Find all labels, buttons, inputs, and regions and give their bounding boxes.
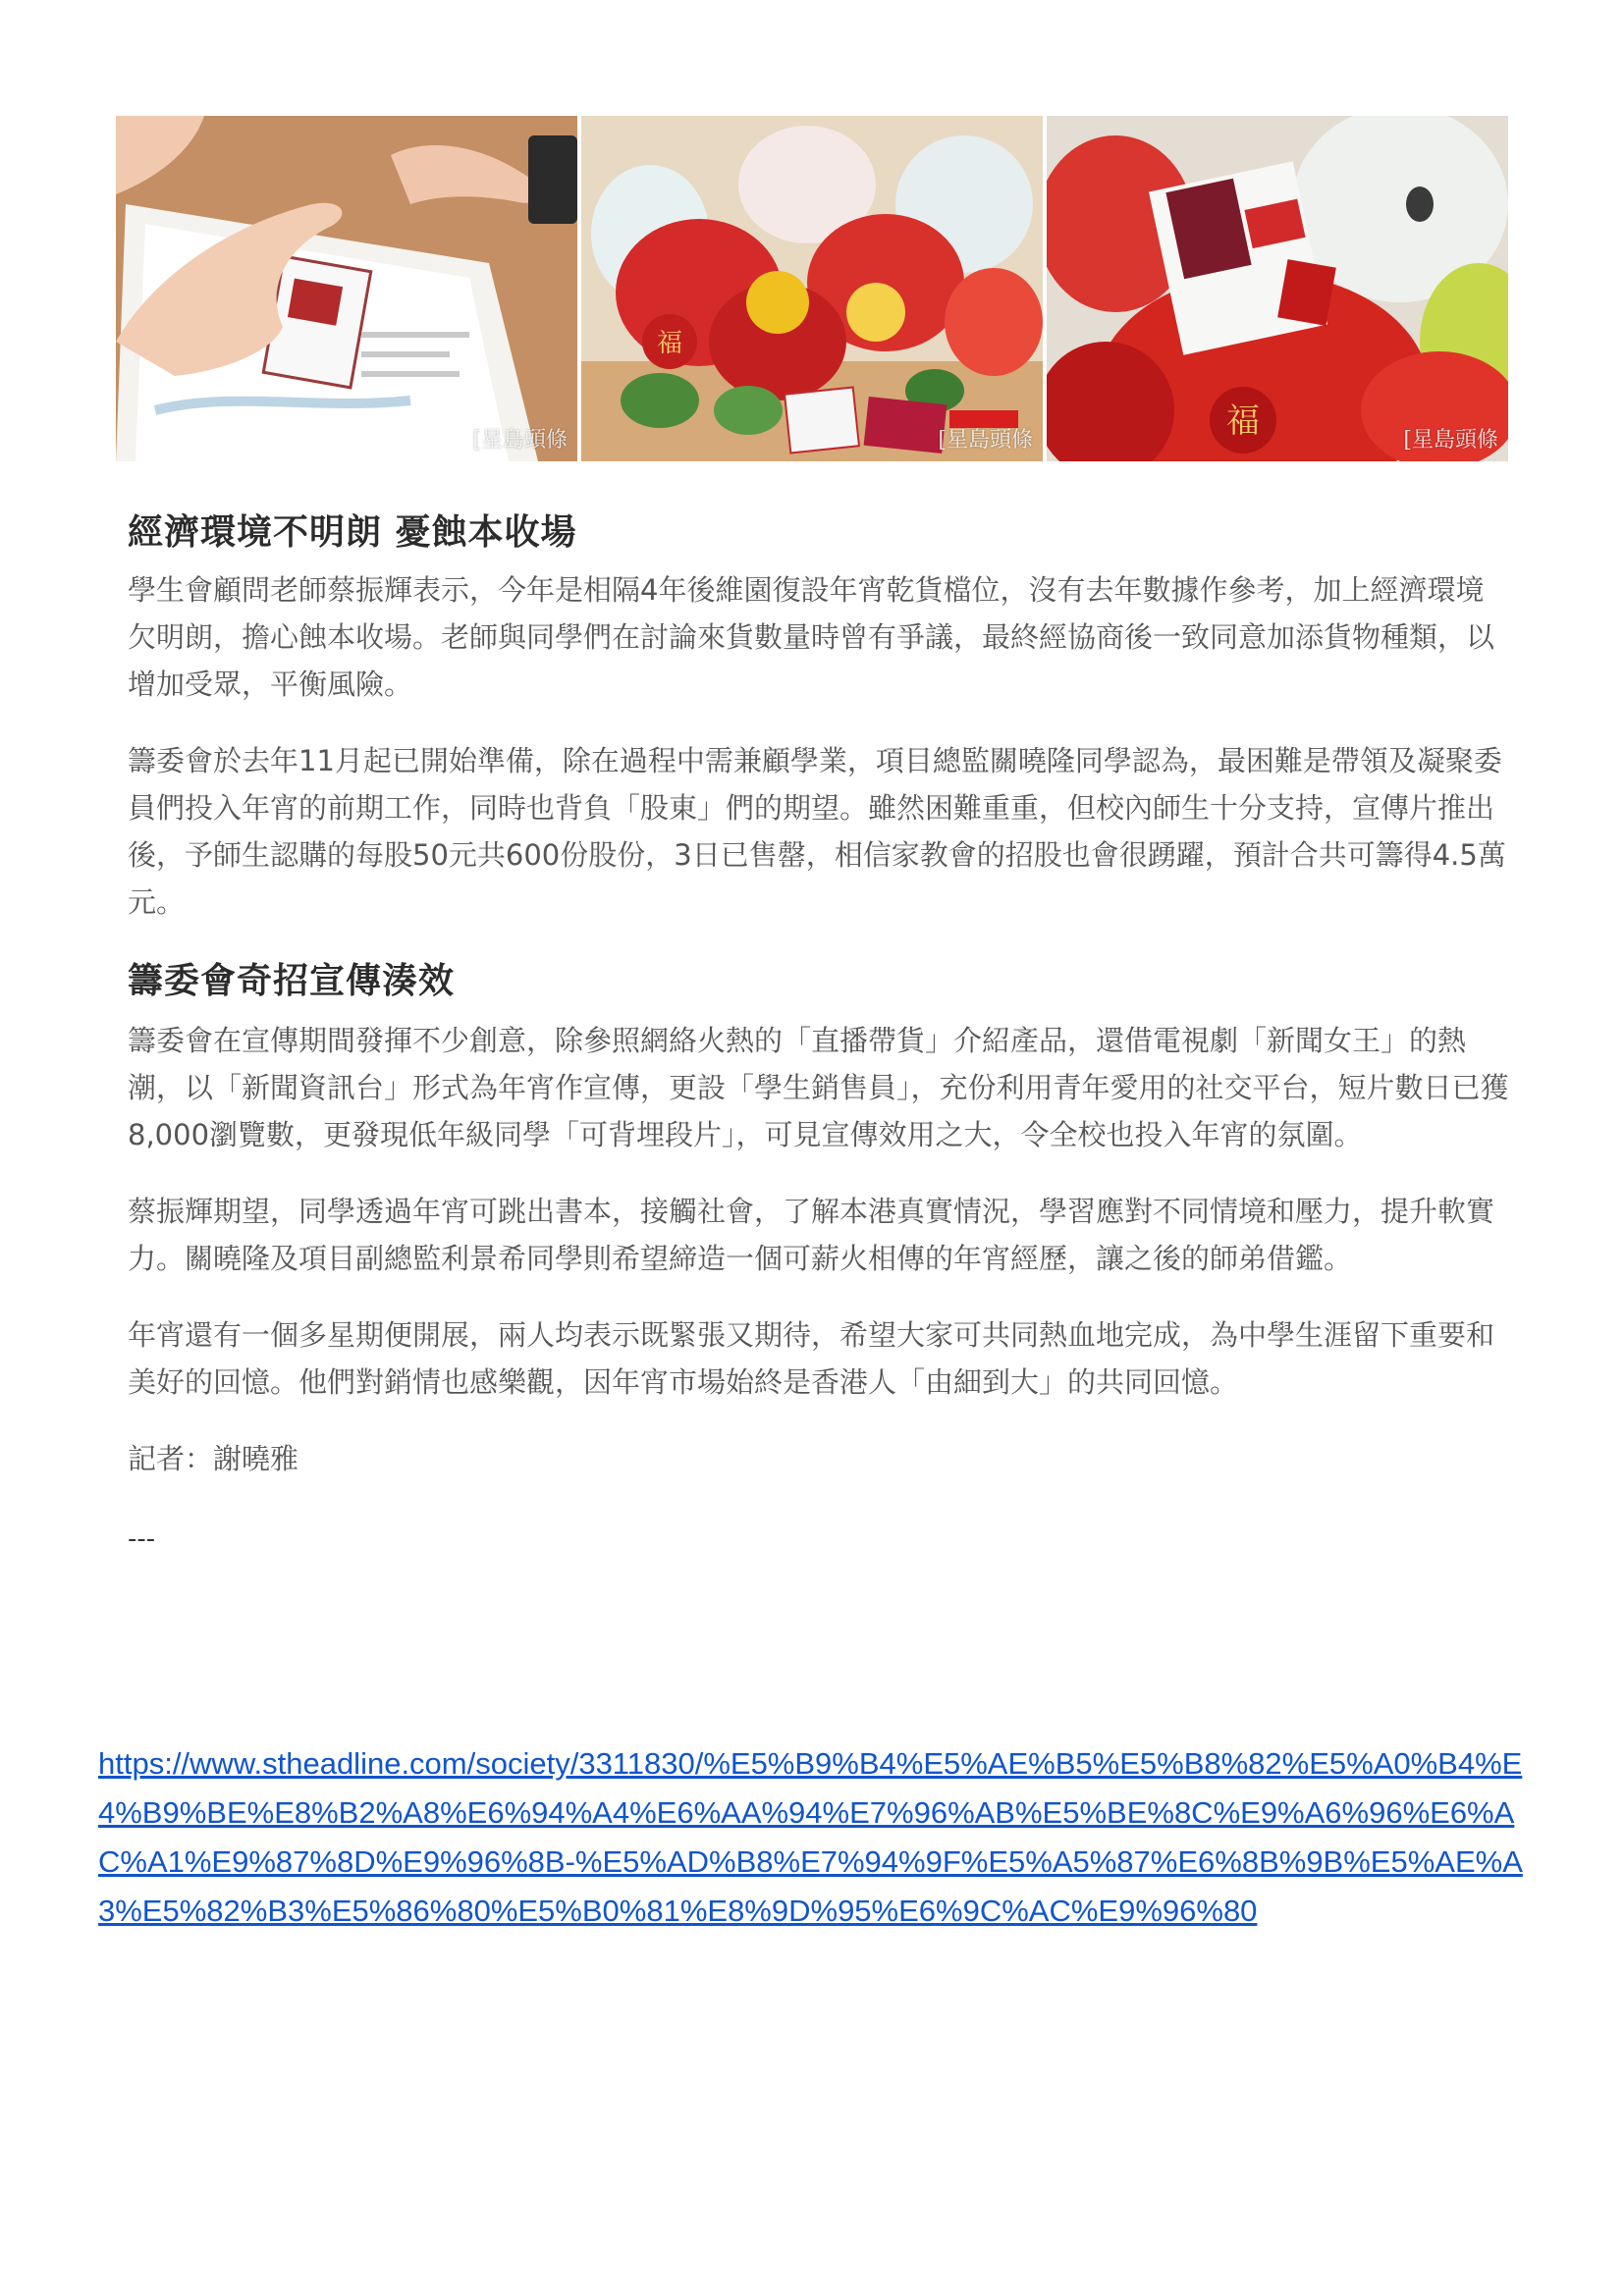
article-paragraph: 年宵還有一個多星期便開展，兩人均表示既緊張又期待，希望大家可共同熱血地完成，為中學生涯留下重要和美好的回憶。他們對銷情也感樂觀，因年宵市場始終是香港人「由細到大」的共同回憶。 xyxy=(128,1317,1495,1399)
svg-text:福: 福 xyxy=(656,329,683,358)
article-body xyxy=(128,510,1512,1563)
article-paragraph: 籌委會在宣傳期間發揮不少創意，除參照網絡火熱的「直播帶貨」介紹產品，還借電視劇「新聞女王」的熱潮，以「新聞資訊台」形式為年宵作宣傳，更設「學生銷售員」，充份利用青年愛用的社交平台，短片數日已獲8,000瀏覽數，更發現低年級同學「可背埋段片」，可見宣傳效用之大，令全校也投入年宵的氛圍。 xyxy=(128,1023,1509,1151)
photo-strip xyxy=(116,116,1508,461)
reporter-credit: 記者：謝曉雅 xyxy=(128,1441,299,1475)
section-heading-economy: 經濟環境不明朗 憂蝕本收場 xyxy=(128,512,577,553)
article-paragraph: 籌委會於去年11月起已開始準備，除在過程中需兼顧學業，項目總監關曉隆同學認為，最困難是帶領及凝聚委員們投入年宵的前期工作，同時也背負「股東」們的期望。雖然困難重重，但校內師生十分支持，宣傳片推出後，予師生認購的每股50元共600份股份，3日已售罄，相信家教會的招股也會很踴躍，預計合共可籌得4.5萬元。 xyxy=(128,743,1506,919)
photo-dragon-plush-toys xyxy=(581,116,1043,461)
photo-watermark: [星島頭條 xyxy=(1403,428,1498,453)
section-divider: --- xyxy=(128,1523,156,1554)
article-paragraph: 蔡振輝期望，同學透過年宵可跳出書本，接觸社會，了解本港真實情況，學習應對不同情境和壓力，提升軟實力。關曉隆及項目副總監利景希同學則希望締造一個可薪火相傳的年宵經歷，讓之後的師弟借鑑。 xyxy=(128,1194,1495,1275)
svg-text:福: 福 xyxy=(1226,401,1260,441)
photo-dragon-plush-card xyxy=(1047,116,1508,461)
photo-watermark: [星島頭條 xyxy=(938,428,1033,453)
photo-documents-hands xyxy=(116,116,577,461)
source-url-link[interactable]: https://www.stheadline.com/society/3311830/%E5%B9%B4%E5%AE%B5%E5%B8%82%E5%A0%B4%E4%B9%BE%E8%B2%A8%E6%94%A4%E6%AA%94%E7%96%AB%E5%BE%8C%E9%A6%96%E6%AC%A1%E9%87%8D%E9%96%8B-%E5%AD%B8%E7%94%9F%E5%A5%87%E6%8B%9B%E5%AE%A3%E5%82%B3%E5%86%80%E5%B0%81%E8%9D%95%E6%9C%AC%E9%96%80 xyxy=(98,1746,1523,1928)
photo-watermark: [星島頭條 xyxy=(472,428,568,453)
article-paragraph: 學生會顧問老師蔡振輝表示，今年是相隔4年後維園復設年宵乾貨檔位，沒有去年數據作參考，加上經濟環境欠明朗，擔心蝕本收場。老師與同學們在討論來貨數量時曾有爭議，最終經協商後一致同意加添貨物種類，以增加受眾，平衡風險。 xyxy=(128,572,1495,701)
section-heading-promotion: 籌委會奇招宣傳湊效 xyxy=(128,960,456,1001)
